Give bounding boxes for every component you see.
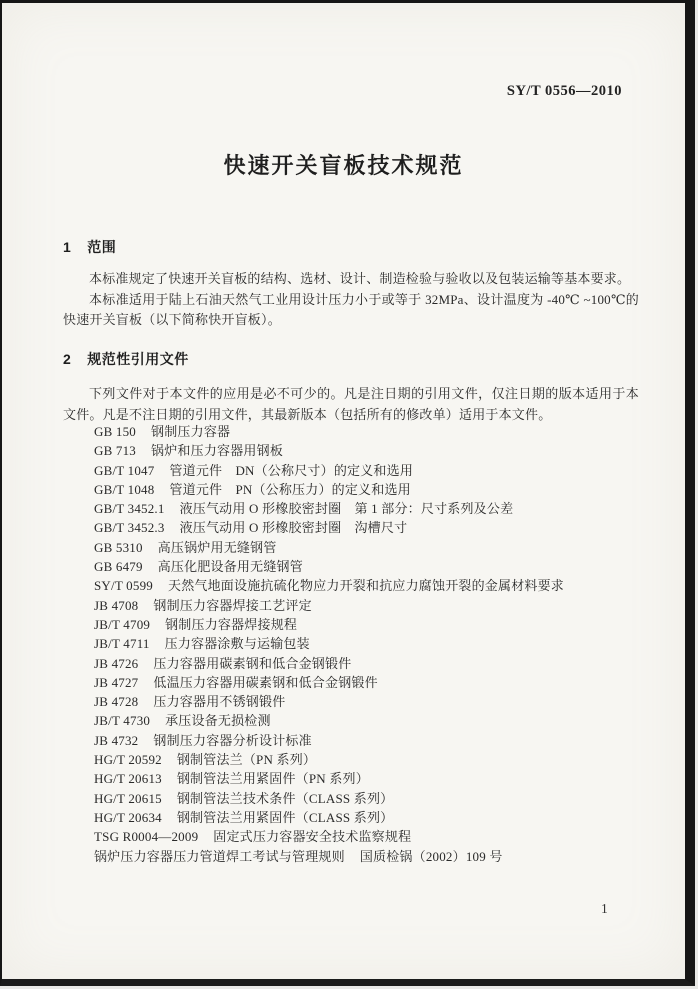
reference-item: [94, 654, 639, 673]
section-2-intro: [63, 384, 639, 425]
reference-title: 钢制管法兰技术条件（CLASS 系列）: [176, 790, 394, 806]
reference-item: [94, 808, 639, 827]
section-1-heading: [63, 237, 116, 257]
reference-title: 液压气动用 O 形橡胶密封圈 沟槽尺寸: [179, 520, 408, 536]
reference-item: [94, 731, 639, 750]
page-number: 1: [601, 901, 608, 916]
page-title: 快速开关盲板技术规范: [223, 153, 464, 178]
references-intro-paragraph: 下列文件对于本文件的应用是必不可少的。凡是注日期的引用文件，仅注日期的版本适用于本文件。凡是不注日期的引用文件，其最新版本（包括所有的修改单）适用于本文件。: [63, 386, 639, 422]
reference-title: 锅炉和压力容器用钢板: [151, 443, 284, 459]
reference-item: [94, 499, 639, 518]
reference-title: 钢制压力容器焊接工艺评定: [153, 597, 312, 613]
reference-title: 低温压力容器用碳素钢和低合金钢锻件: [153, 674, 378, 690]
reference-title: 管道元件 PN（公称压力）的定义和选用: [169, 481, 411, 497]
reference-code: JB 4728: [94, 694, 139, 710]
reference-title: 液压气动用 O 形橡胶密封圈 第 1 部分：尺寸系列及公差: [179, 501, 514, 517]
reference-title: 天然气地面设施抗硫化物应力开裂和抗应力腐蚀开裂的金属材料要求: [168, 578, 565, 594]
section-1-label: 范围: [87, 239, 117, 255]
reference-title: 高压锅炉用无缝钢管: [157, 539, 277, 555]
reference-title: 压力容器涂敷与运输包装: [164, 636, 310, 652]
reference-title: 钢制管法兰用紧固件（CLASS 系列）: [176, 809, 394, 825]
reference-code: HG/T 20613: [94, 771, 162, 787]
reference-code: TSG R0004—2009: [94, 829, 199, 845]
reference-code: GB/T 3452.3: [94, 520, 165, 536]
reference-title: 高压化肥设备用无缝钢管: [157, 559, 303, 575]
reference-code: JB 4732: [94, 732, 139, 748]
reference-item: [94, 441, 639, 460]
reference-code: JB 4727: [94, 674, 139, 690]
reference-item: [94, 827, 639, 846]
reference-code: HG/T 20615: [94, 790, 162, 806]
reference-title: 钢制压力容器焊接规程: [165, 616, 298, 632]
reference-item: [94, 576, 639, 595]
reference-title: 压力容器用碳素钢和低合金钢锻件: [153, 655, 352, 671]
reference-item: [94, 422, 639, 441]
reference-code: GB 713: [94, 443, 137, 459]
reference-item: [94, 557, 639, 576]
reference-code: SY/T 0599: [94, 578, 153, 594]
reference-code: JB 4726: [94, 655, 139, 671]
reference-code: GB 5310: [94, 539, 143, 555]
reference-item: [94, 692, 639, 711]
reference-title: 国质检锅（2002）109 号: [359, 848, 503, 864]
reference-code: JB/T 4709: [94, 616, 151, 632]
reference-title: 固定式压力容器安全技术监察规程: [213, 829, 412, 845]
reference-item: [94, 461, 639, 480]
reference-title: 压力容器用不锈钢锻件: [153, 694, 286, 710]
reference-code: JB 4708: [94, 597, 139, 613]
reference-item: [94, 615, 639, 634]
reference-code: HG/T 20592: [94, 752, 162, 768]
reference-title: 钢制管法兰用紧固件（PN 系列）: [176, 771, 369, 787]
reference-item: [94, 769, 639, 788]
reference-list: [63, 422, 639, 866]
reference-item: [94, 518, 639, 537]
reference-code: GB 6479: [94, 559, 143, 575]
section-2-heading: [63, 349, 189, 369]
reference-item: [94, 750, 639, 769]
reference-item: [94, 711, 639, 730]
reference-title: 钢制管法兰（PN 系列）: [176, 752, 317, 768]
reference-title: 承压设备无损检测: [165, 713, 271, 729]
reference-code: GB/T 1048: [94, 481, 155, 497]
reference-code: 锅炉压力容器压力管道焊工考试与管理规则: [94, 848, 345, 864]
scope-paragraph-2: 本标准适用于陆上石油天然气工业用设计压力小于或等于 32MPa、设计温度为 -40℃ ~100℃的快速开关盲板（以下简称快开盲板）。: [63, 291, 639, 327]
reference-item: [94, 634, 639, 653]
scope-paragraph-1: 本标准规定了快速开关盲板的结构、选材、设计、制造检验与验收以及包装运输等基本要求。: [89, 271, 631, 286]
section-2-label: 规范性引用文件: [87, 351, 189, 367]
reference-code: JB/T 4711: [94, 636, 150, 652]
reference-code: JB/T 4730: [94, 713, 151, 729]
reference-item: [94, 789, 639, 808]
reference-item: [94, 480, 639, 499]
reference-item: [94, 538, 639, 557]
reference-title: 管道元件 DN（公称尺寸）的定义和选用: [169, 462, 414, 478]
reference-title: 钢制压力容器: [151, 424, 231, 439]
section-2-number: 2: [63, 351, 72, 367]
section-1-body: [63, 269, 639, 331]
section-1-number: 1: [63, 239, 72, 255]
reference-item: [94, 673, 639, 692]
reference-item: [94, 847, 639, 866]
reference-item: [94, 596, 639, 615]
reference-code: GB 150: [94, 424, 137, 439]
standard-number: SY/T 0556—2010: [506, 83, 622, 99]
reference-code: HG/T 20634: [94, 809, 162, 825]
reference-title: 钢制压力容器分析设计标准: [153, 732, 312, 748]
reference-code: GB/T 3452.1: [94, 501, 165, 517]
reference-code: GB/T 1047: [94, 462, 155, 478]
